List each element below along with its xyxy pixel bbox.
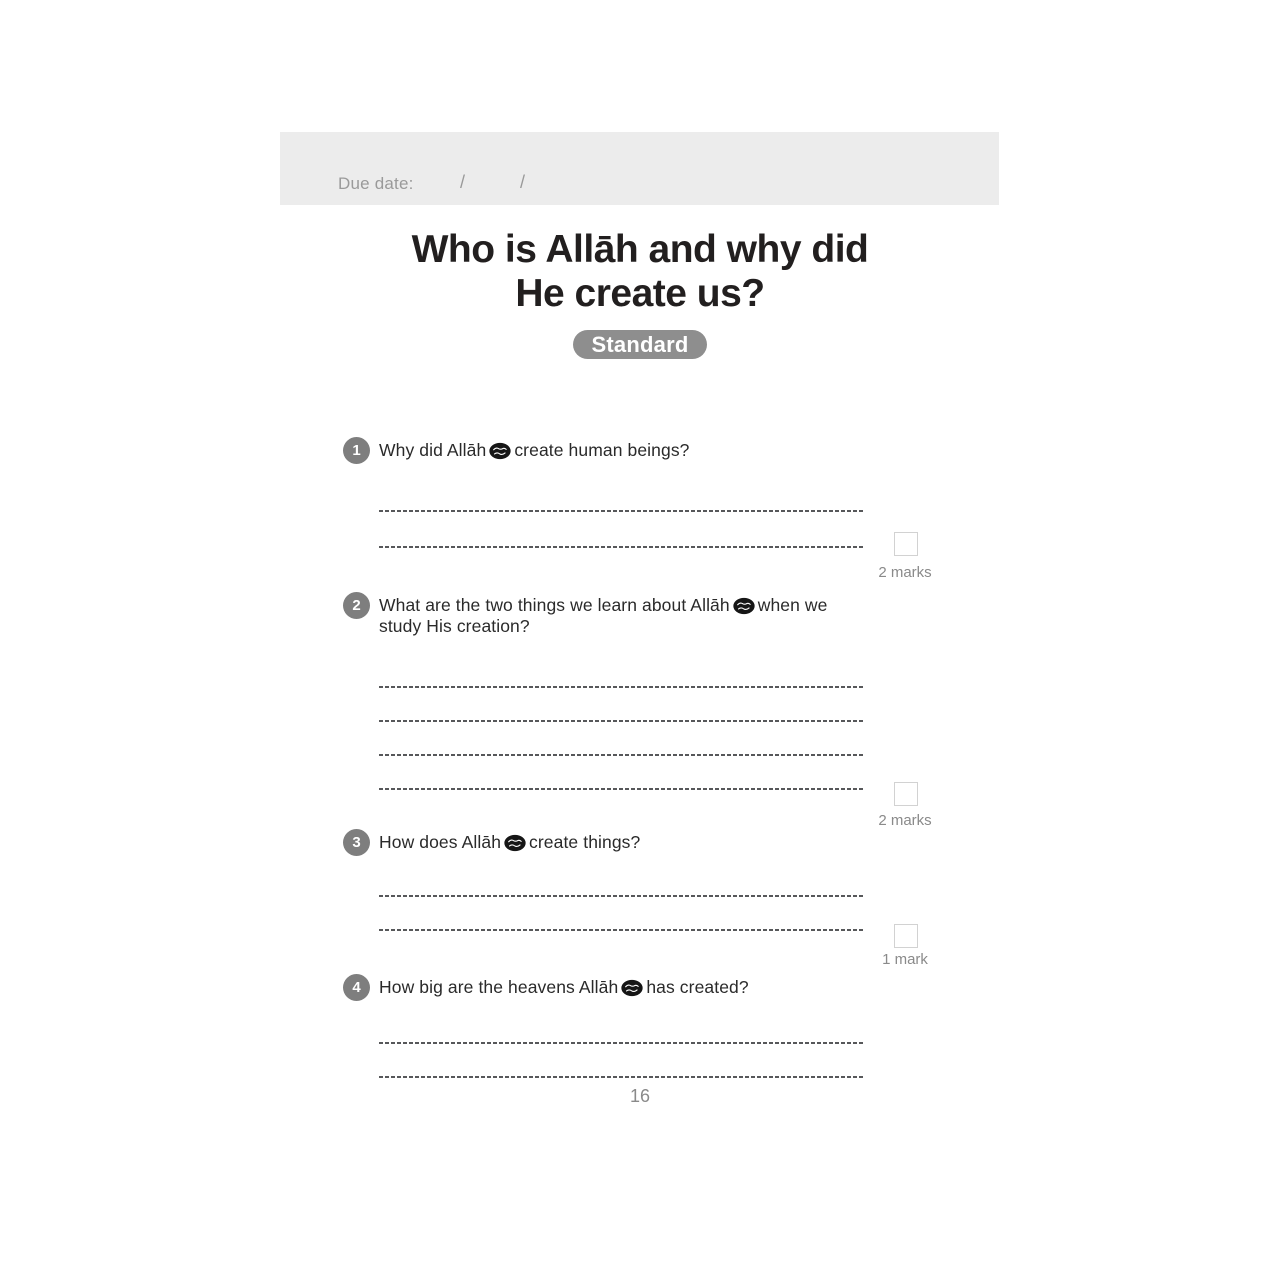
question-number: 3 bbox=[343, 829, 370, 856]
answer-line[interactable] bbox=[379, 1042, 863, 1044]
question-text-before: What are the two things we learn about Allāh bbox=[379, 595, 730, 615]
answer-line[interactable] bbox=[379, 895, 863, 897]
page-title-line2: He create us? bbox=[515, 272, 765, 315]
question-3 bbox=[343, 829, 873, 856]
answer-line[interactable] bbox=[379, 1076, 863, 1078]
mark-checkbox[interactable] bbox=[894, 782, 918, 806]
question-2 bbox=[343, 592, 873, 637]
question-number: 1 bbox=[343, 437, 370, 464]
answer-line[interactable] bbox=[379, 929, 863, 931]
question-4 bbox=[343, 974, 873, 1001]
question-text-after: when we study His creation? bbox=[379, 595, 828, 636]
question-text bbox=[379, 974, 866, 998]
question-text bbox=[379, 437, 866, 461]
due-date-label: Due date: bbox=[338, 174, 414, 193]
answer-line[interactable] bbox=[379, 754, 863, 756]
page-title bbox=[280, 228, 1000, 316]
answer-line[interactable] bbox=[379, 686, 863, 688]
marks-label: 2 marks bbox=[878, 564, 932, 581]
question-text-before: How big are the heavens Allāh bbox=[379, 977, 619, 997]
marks-label: 1 mark bbox=[882, 951, 928, 968]
answer-line[interactable] bbox=[379, 788, 863, 790]
due-date-slash: / bbox=[520, 172, 526, 192]
subhanahu-wa-taala-icon bbox=[733, 597, 755, 615]
level-badge-wrap bbox=[280, 330, 1000, 359]
marks-label: 2 marks bbox=[878, 812, 932, 829]
page-number: 16 bbox=[629, 1086, 651, 1106]
subhanahu-wa-taala-icon bbox=[489, 442, 511, 460]
page-title-line1: Who is Allāh and why did bbox=[411, 228, 869, 271]
due-date-slash: / bbox=[460, 172, 466, 192]
subhanahu-wa-taala-icon bbox=[504, 834, 526, 852]
question-text-before: How does Allāh bbox=[379, 832, 502, 852]
question-text-after: has created? bbox=[646, 977, 749, 997]
answer-line[interactable] bbox=[379, 546, 863, 548]
question-number: 2 bbox=[343, 592, 370, 619]
question-number: 4 bbox=[343, 974, 370, 1001]
question-1 bbox=[343, 437, 873, 464]
due-date-bar bbox=[280, 132, 999, 205]
question-text bbox=[379, 829, 866, 853]
answer-line[interactable] bbox=[379, 720, 863, 722]
question-text bbox=[379, 592, 866, 637]
mark-checkbox[interactable] bbox=[894, 924, 918, 948]
question-text-after: create things? bbox=[529, 832, 641, 852]
answer-line[interactable] bbox=[379, 510, 863, 512]
question-text-after: create human beings? bbox=[514, 440, 690, 460]
level-badge: Standard bbox=[573, 330, 708, 359]
subhanahu-wa-taala-icon bbox=[621, 979, 643, 997]
question-text-before: Why did Allāh bbox=[379, 440, 487, 460]
mark-checkbox[interactable] bbox=[894, 532, 918, 556]
